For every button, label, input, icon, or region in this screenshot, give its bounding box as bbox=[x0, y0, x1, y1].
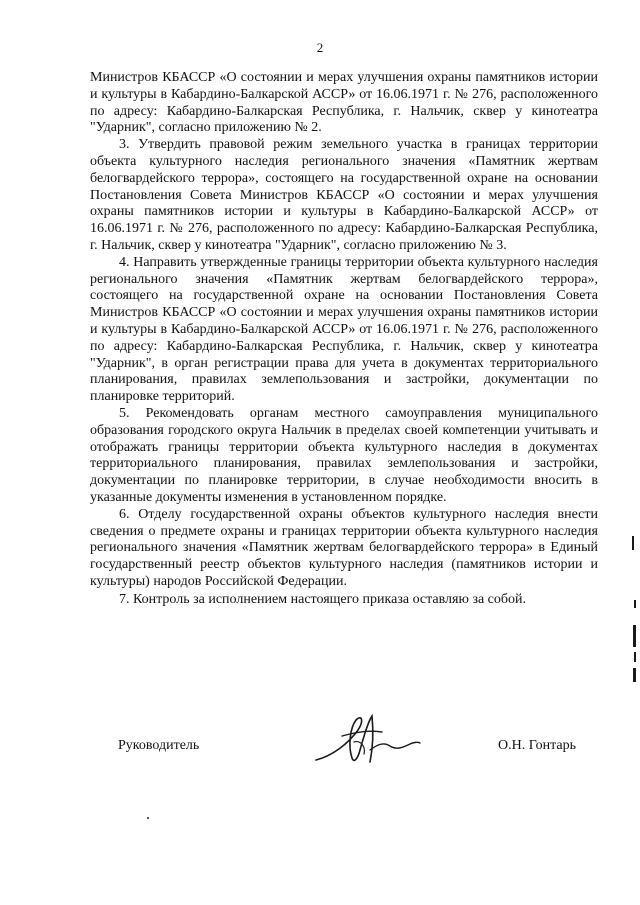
paragraph-item-6: 6. Отделу государственной охраны объектов культурного наследия внести сведения о предмете охраны и границах территории объекта культурного наследия регионального значения «Памятник жертвам белогвардейского террора» в Единый государственный реестр объектов культурного наследия (памятников истории и культуры) народов Российской Федерации. bbox=[90, 506, 598, 589]
document-body bbox=[90, 70, 598, 609]
scan-edge-mark bbox=[633, 668, 636, 682]
scan-edge-mark bbox=[634, 600, 636, 608]
paragraph-continuation: Министров КБАССР «О состоянии и мерах улучшения охраны памятников истории и культуры в Кабардино-Балкарской АССР» от 16.06.1971 г. № 276, расположенного по адресу: Кабардино-Балкарская Республика, г. Нальчик, сквер у кинотеатра "Ударник", согласно приложению № 2. bbox=[90, 70, 598, 136]
signatory-name: О.Н. Гонтарь bbox=[498, 738, 576, 753]
paragraph-item-5: 5. Рекомендовать органам местного самоуправления муниципального образования городского округа Нальчик в пределах своей компетенции учитывать и отображать границы территории объекта культурного наследия в документах территориального планирования, правилах землепользования и застройки, документации по планировке территории, в случае необходимости вносить в указанные документы изменения в установленном порядке. bbox=[90, 405, 598, 505]
scan-edge-mark bbox=[634, 652, 636, 662]
scan-edge-mark bbox=[632, 536, 634, 550]
handwritten-signature-icon bbox=[312, 706, 422, 768]
signatory-title: Руководитель bbox=[118, 738, 200, 753]
paragraph-item-7: 7. Контроль за исполнением настоящего приказа оставляю за собой. bbox=[119, 591, 527, 607]
paragraph-item-3: 3. Утвердить правовой режим земельного участка в границах территории объекта культурного наследия регионального значения «Памятник жертвам белогвардейского террора», состоящего на государственной охране на основании Постановления Совета Министров КБАССР «О состоянии и мерах улучшения охраны памятников истории и культуры в Кабардино-Балкарской АССР» от 16.06.1971 г. № 276, расположенного по адресу: Кабардино-Балкарская Республика, г. Нальчик, сквер у кинотеатра "Ударник", согласно приложению № 3. bbox=[90, 137, 598, 253]
signature-block bbox=[0, 706, 640, 796]
scan-edge-mark bbox=[633, 625, 636, 647]
paragraph-item-4: 4. Направить утвержденные границы территории объекта культурного наследия регионального значения «Памятник жертвам белогвардейского террора», состоящего на государственной охране на основании Постановления Совета Министров КБАССР «О состоянии и мерах улучшения охраны памятников истории и культуры в Кабардино-Балкарской АССР» от 16.06.1971 г. № 276, расположенного по адресу: Кабардино-Балкарская Республика, г. Нальчик, сквер у кинотеатра "Ударник", в орган регистрации права для учета в документах территориального планирования, правилах землепользования и застройки, документации по планировке территорий. bbox=[90, 254, 598, 405]
scan-speck bbox=[147, 817, 149, 819]
page-number: 2 bbox=[316, 40, 324, 55]
